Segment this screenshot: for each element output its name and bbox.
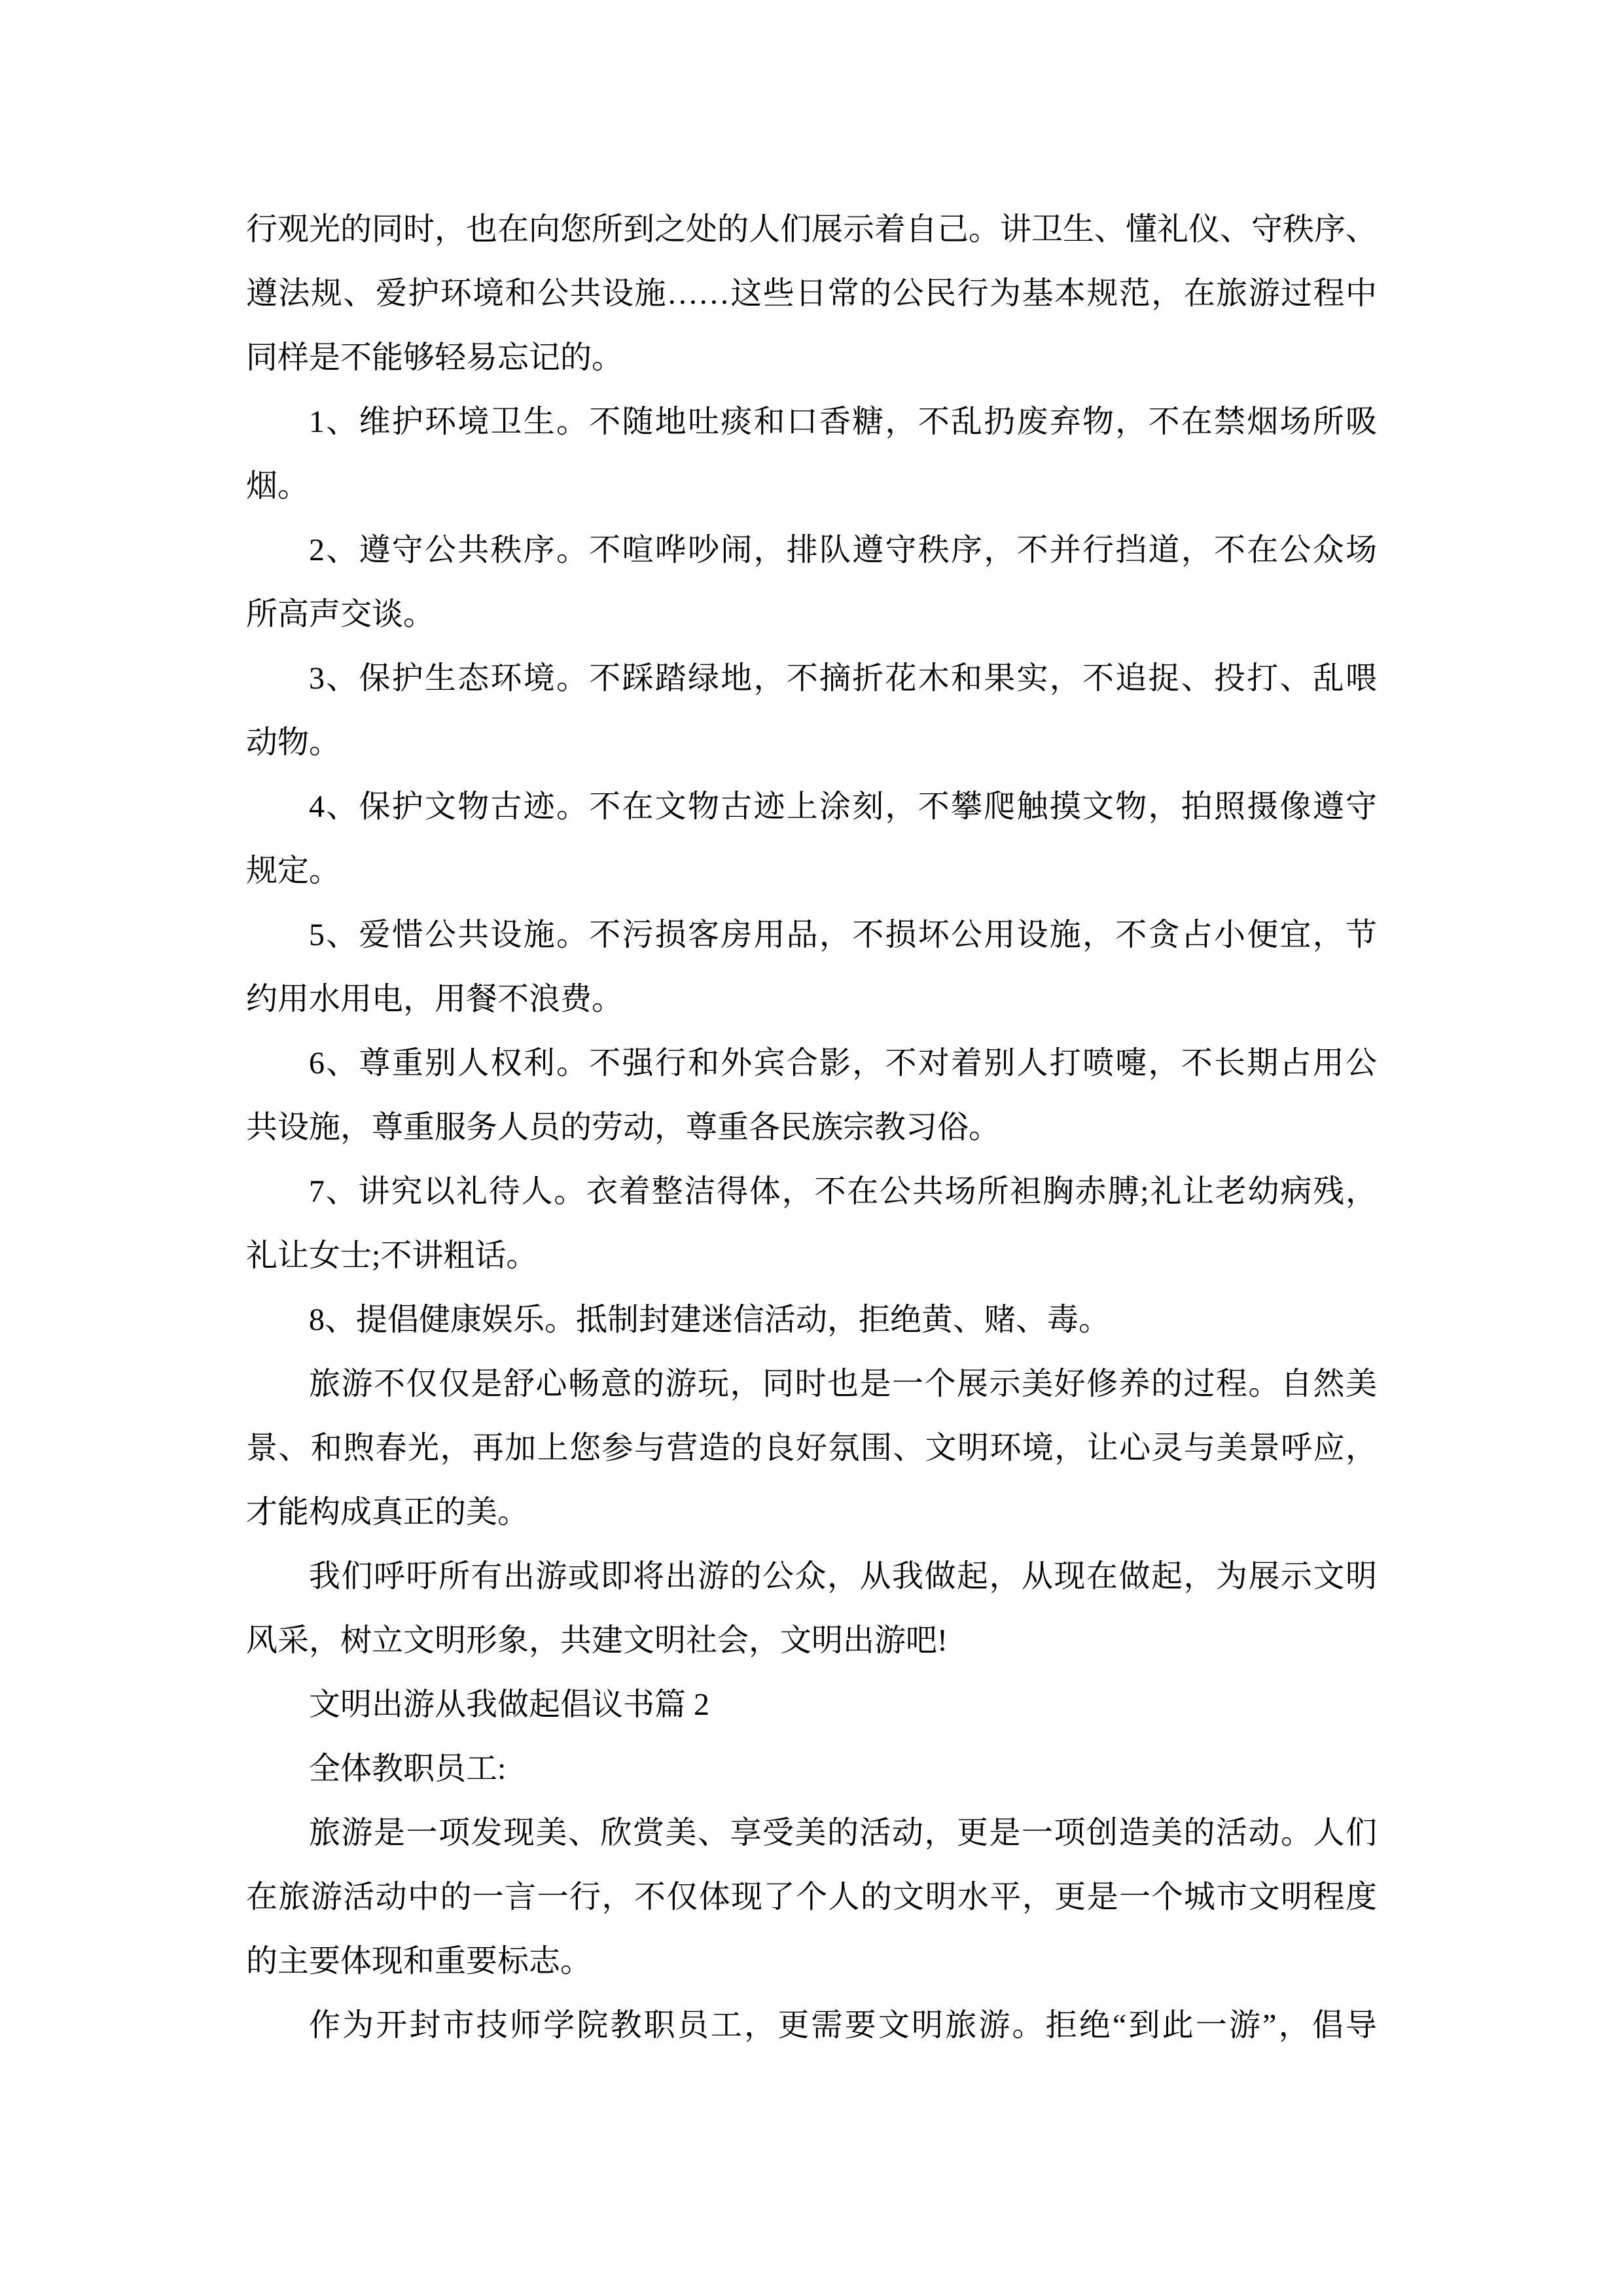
text-line: 共设施，尊重服务人员的劳动，尊重各民族宗教习俗。	[246, 1110, 1001, 1145]
text-line: 动物。	[246, 725, 341, 760]
text-line: 8、提倡健康娱乐。抵制封建迷信活动，拒绝黄、赌、毒。	[309, 1302, 1111, 1337]
text-line: 风采，树立文明形象，共建文明社会，文明出游吧!	[246, 1623, 948, 1658]
text-line: 旅游是一项发现美、欣赏美、享受美的活动，更是一项创造美的活动。人们	[309, 1816, 1377, 1850]
text-line: 文明出游从我做起倡议书篇 2	[309, 1687, 710, 1722]
text-line: 规定。	[246, 853, 341, 888]
text-line: 才能构成真正的美。	[246, 1495, 529, 1530]
text-line: 景、和煦春光，再加上您参与营造的良好氛围、文明环境，让心灵与美景呼应，	[246, 1431, 1377, 1465]
text-line: 4、保护文物古迹。不在文物古迹上涂刻，不攀爬触摸文物，拍照摄像遵守	[309, 789, 1377, 824]
text-line: 的主要体现和重要标志。	[246, 1944, 592, 1979]
text-block	[246, 198, 1377, 2058]
text-line: 同样是不能够轻易忘记的。	[246, 340, 624, 375]
text-line: 5、爱惜公共设施。不污损客房用品，不损坏公用设施，不贪占小便宜，节	[309, 918, 1377, 952]
text-line: 1、维护环境卫生。不随地吐痰和口香糖，不乱扔废弃物，不在禁烟场所吸	[309, 404, 1377, 439]
text-line: 约用水用电，用餐不浪费。	[246, 982, 624, 1016]
text-line: 7、讲究以礼待人。衣着整洁得体，不在公共场所袒胸赤膊;礼让老幼病残，	[309, 1174, 1377, 1209]
text-line: 旅游不仅仅是舒心畅意的游玩，同时也是一个展示美好修养的过程。自然美	[309, 1367, 1377, 1401]
text-line: 我们呼吁所有出游或即将出游的公众，从我做起，从现在做起，为展示文明	[309, 1559, 1377, 1594]
text-line: 作为开封市技师学院教职员工，更需要文明旅游。拒绝“到此一游”，倡导	[309, 2008, 1377, 2043]
text-line: 在旅游活动中的一言一行，不仅体现了个人的文明水平，更是一个城市文明程度	[246, 1880, 1377, 1914]
text-line: 全体教职员工:	[309, 1751, 507, 1786]
text-line: 礼让女士;不讲粗话。	[246, 1238, 538, 1273]
text-line: 6、尊重别人权利。不强行和外宾合影，不对着别人打喷嚏，不长期占用公	[309, 1046, 1377, 1081]
text-line: 行观光的同时，也在向您所到之处的人们展示着自己。讲卫生、懂礼仪、守秩序、	[246, 212, 1378, 247]
text-line: 烟。	[246, 469, 310, 503]
text-line: 2、遵守公共秩序。不喧哗吵闹，排队遵守秩序，不并行挡道，不在公众场	[309, 533, 1377, 567]
text-line: 3、保护生态环境。不踩踏绿地，不摘折花木和果实，不追捉、投打、乱喂	[309, 661, 1377, 696]
text-line: 所高声交谈。	[246, 597, 435, 632]
text-line: 遵法规、爱护环境和公共设施……这些日常的公民行为基本规范，在旅游过程中	[246, 276, 1377, 311]
